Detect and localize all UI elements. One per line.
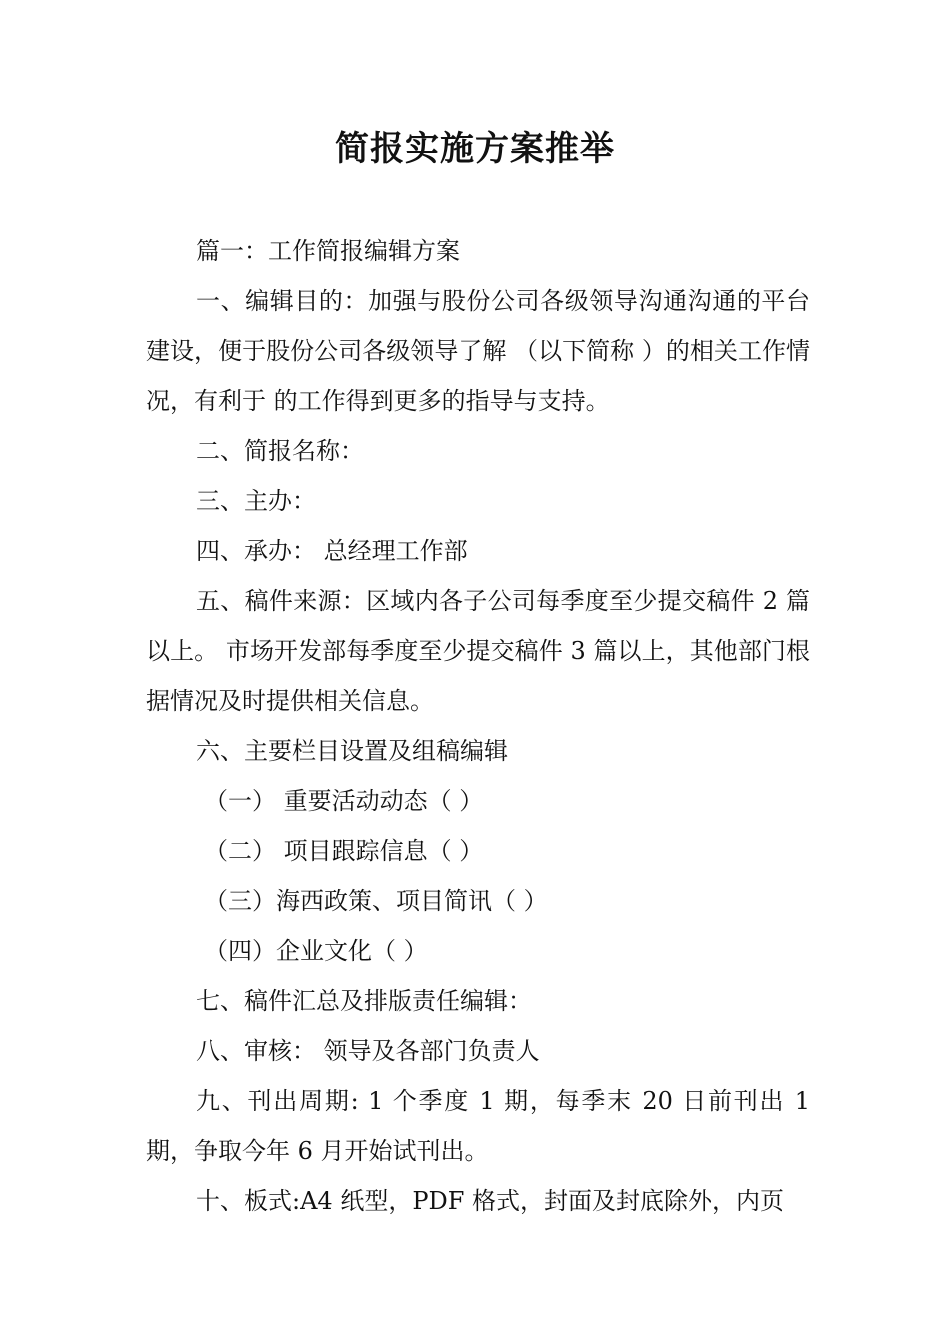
paragraph-main-columns: 六、主要栏目设置及组稿编辑 [196,737,508,765]
paragraph-host: 三、主办： [196,487,316,515]
paragraph-review: 八、审核： 领导及各部门负责人 [196,1037,540,1065]
document-body [146,226,818,1226]
paragraph-organizer: 四、承办： 总经理工作部 [196,537,468,565]
list-item-column-1: （一） 重要活动动态（ ） [204,787,484,815]
paragraph-manuscript-source: 五、稿件来源：区域内各子公司每季度至少提交稿件 2 篇以上。 市场开发部每季度至少提交稿件 3 篇以上，其他部门根据情况及时提供相关信息。 [146,587,810,715]
section-heading-part-one: 篇一：工作简报编辑方案 [196,237,460,265]
paragraph-layout-editor: 七、稿件汇总及排版责任编辑： [196,987,532,1015]
list-item-column-4: （四）企业文化（ ） [204,937,428,965]
paragraph-publication-cycle: 九、刊出周期: 1 个季度 1 期，每季末 20 日前刊出 1 期，争取今年 6 月开始试刊出。 [146,1087,818,1165]
list-item-column-3: （三）海西政策、项目简讯（ ） [204,887,548,915]
document-title: 简报实施方案推举 [335,129,615,169]
paragraph-editing-purpose: 一、编辑目的：加强与股份公司各级领导沟通沟通的平台建设，便于股份公司各级领导了解 （以下简称 ）的相关工作情况，有利于 的工作得到更多的指导与支持。 [146,287,810,415]
list-item-column-2: （二） 项目跟踪信息（ ） [204,837,484,865]
paragraph-format: 十、板式:A4 纸型，PDF 格式，封面及封底除外，内页 [196,1187,784,1215]
paragraph-briefing-name: 二、简报名称： [196,437,364,465]
